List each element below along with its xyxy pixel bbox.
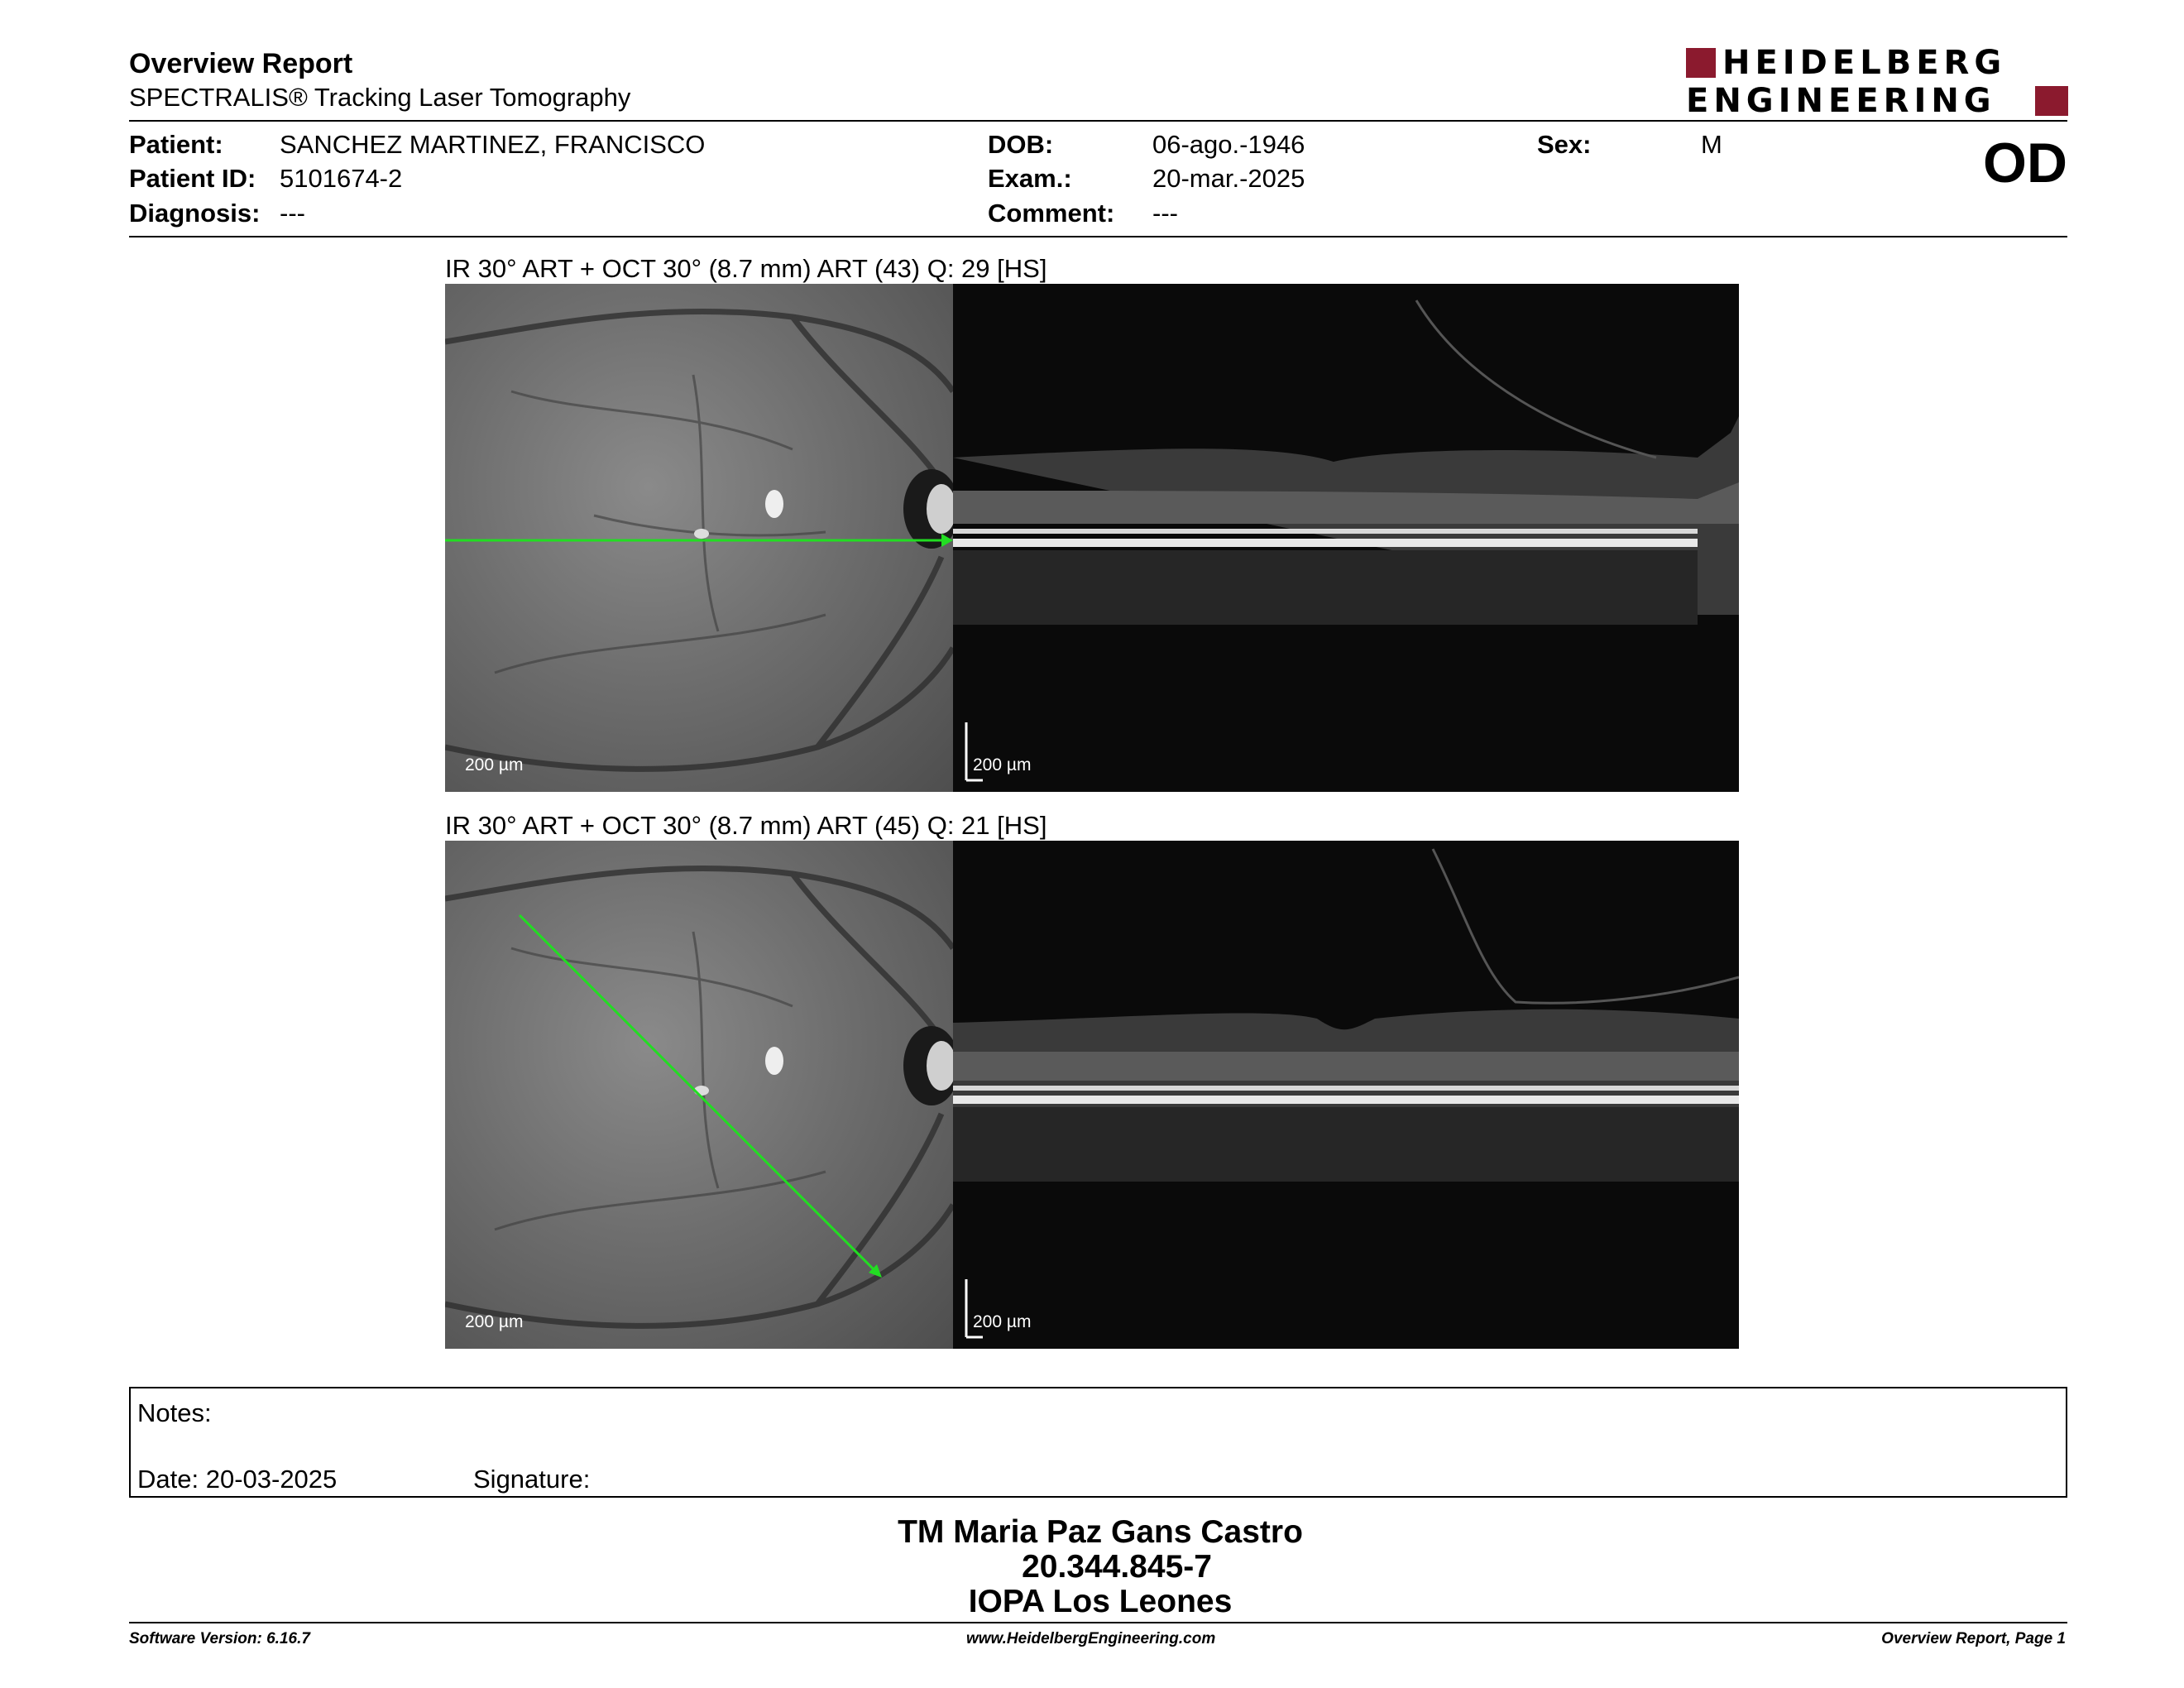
patient-value: SANCHEZ MARTINEZ, FRANCISCO [280, 130, 706, 159]
logo-word-1: HEIDELBERG [1722, 44, 2007, 82]
heidelberg-logo [1686, 45, 2068, 119]
dob-value: 06-ago.-1946 [1152, 130, 1305, 159]
logo-square-top [1686, 48, 1716, 78]
date-label: Date: 20-03-2025 [137, 1465, 338, 1494]
header-rule [129, 120, 2067, 122]
scan-1-oct-scale: 200 µm [973, 755, 1032, 774]
patient-label: Patient: [129, 130, 223, 159]
software-version: Software Version: 6.16.7 [129, 1630, 310, 1647]
footer-rule [129, 1622, 2067, 1623]
signer-name: TM Maria Paz Gans Castro [898, 1514, 1303, 1550]
scan-1-ir-scale: 200 µm [465, 755, 524, 774]
scan-2-bscan-drawing [953, 841, 1739, 1349]
scan-1-ir-image[interactable] [445, 284, 953, 792]
report-title: Overview Report [129, 48, 353, 79]
patient-id-value: 5101674-2 [280, 164, 403, 193]
scan-1-oct-image[interactable] [953, 284, 1739, 792]
sex-value: M [1701, 130, 1722, 159]
scan-2-ir-scale: 200 µm [465, 1312, 524, 1331]
comment-value: --- [1152, 199, 1178, 228]
sex-label: Sex: [1537, 130, 1592, 159]
page-info: Overview Report, Page 1 [1881, 1630, 2066, 1647]
signature-label: Signature: [473, 1465, 591, 1494]
report-subtitle: SPECTRALIS® Tracking Laser Tomography [129, 83, 631, 112]
scan-2-ir-image[interactable] [445, 841, 953, 1349]
diagnosis-value: --- [280, 199, 305, 228]
signer-id: 20.344.845-7 [1022, 1549, 1212, 1585]
exam-value: 20-mar.-2025 [1152, 164, 1305, 193]
scan-2-caption: IR 30° ART + OCT 30° (8.7 mm) ART (45) Q: 21 [HS] [445, 811, 1047, 840]
website-link[interactable]: www.HeidelbergEngineering.com [966, 1630, 1216, 1647]
dob-label: DOB: [988, 130, 1054, 159]
scan-2-oct-scale: 200 µm [973, 1312, 1032, 1331]
signer-org: IOPA Los Leones [968, 1584, 1233, 1619]
scan-2-fundus-drawing [445, 841, 953, 1349]
patient-id-label: Patient ID: [129, 164, 256, 193]
logo-square-bottom [2035, 86, 2068, 116]
scan-1-fundus-drawing [445, 284, 953, 792]
exam-label: Exam.: [988, 164, 1072, 193]
patient-rule [129, 236, 2067, 237]
comment-label: Comment: [988, 199, 1115, 228]
scan-1-bscan-drawing [953, 284, 1739, 792]
eye-indicator: OD [1983, 132, 2067, 194]
notes-box [129, 1387, 2067, 1498]
scan-2-oct-image[interactable] [953, 841, 1739, 1349]
notes-label: Notes: [137, 1398, 212, 1427]
scan-1-caption: IR 30° ART + OCT 30° (8.7 mm) ART (43) Q: 29 [HS] [445, 254, 1047, 283]
diagnosis-label: Diagnosis: [129, 199, 261, 228]
logo-word-2: ENGINEERING [1686, 82, 1996, 120]
